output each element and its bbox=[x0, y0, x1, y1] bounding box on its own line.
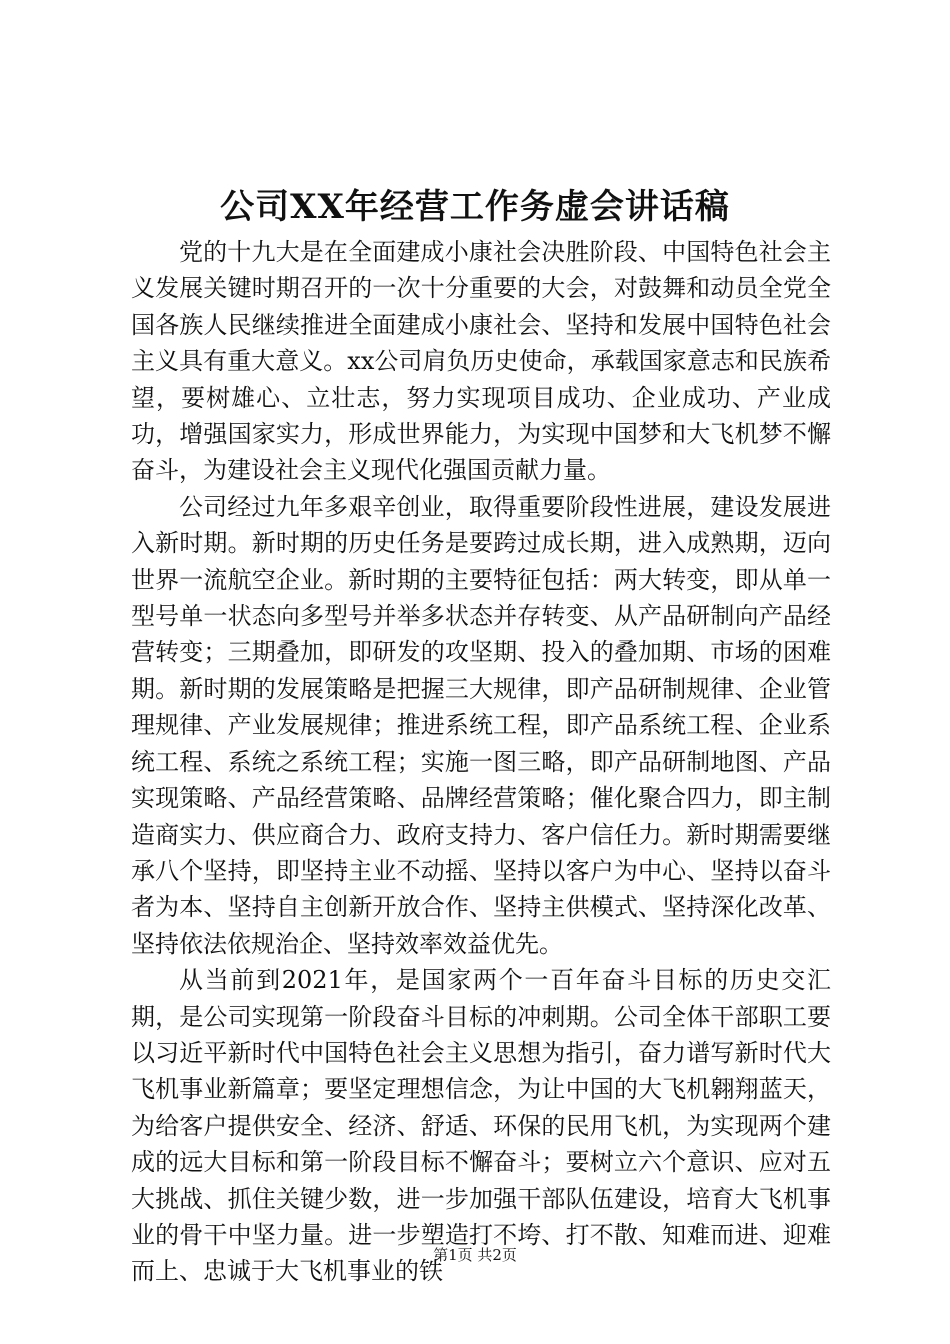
document-body bbox=[131, 234, 831, 1290]
paragraph-1: 党的十九大是在全面建成小康社会决胜阶段、中国特色社会主义发展关键时期召开的一次十分重要的大会，对鼓舞和动员全党全国各族人民继续推进全面建成小康社会、坚持和发展中国特色社会主义具有重大意义。xx公司肩负历史使命，承载国家意志和民族希望，要树雄心、立壮志，努力实现项目成功、企业成功、产业成功，增强国家实力，形成世界能力，为实现中国梦和大飞机梦不懈奋斗，为建设社会主义现代化强国贡献力量。 bbox=[131, 238, 831, 485]
page-number-footer: 第1页 共2页 bbox=[433, 1246, 517, 1264]
paragraph-3: 从当前到2021年，是国家两个一百年奋斗目标的历史交汇期，是公司实现第一阶段奋斗目标的冲刺期。公司全体干部职工要以习近平新时代中国特色社会主义思想为指引，奋力谱写新时代大飞机事业新篇章；要坚定理想信念，为让中国的大飞机翱翔蓝天，为给客户提供安全、经济、舒适、环保的民用飞机，为实现两个建成的远大目标和第一阶段目标不懈奋斗；要树立六个意识、应对五大挑战、抓住关键少数，进一步加强干部队伍建设，培育大飞机事业的骨干中坚力量。进一步塑造打不垮、打不散、知难而进、迎难而上、忠诚于大飞机事业的铁 bbox=[131, 966, 831, 1286]
document-title: 公司XX年经营工作务虚会讲话稿 bbox=[220, 187, 730, 227]
paragraph-2: 公司经过九年多艰辛创业，取得重要阶段性进展，建设发展进入新时期。新时期的历史任务是要跨过成长期，进入成熟期，迈向世界一流航空企业。新时期的主要特征包括：两大转变，即从单一型号单一状态向多型号并举多状态并存转变、从产品研制向产品经营转变；三期叠加，即研发的攻坚期、投入的叠加期、市场的困难期。新时期的发展策略是把握三大规律，即产品研制规律、企业管理规律、产业发展规律；推进系统工程，即产品系统工程、企业系统工程、系统之系统工程；实施一图三略，即产品研制地图、产品实现策略、产品经营策略、品牌经营策略；催化聚合四力，即主制造商实力、供应商合力、政府支持力、客户信任力。新时期需要继承八个坚持，即坚持主业不动摇、坚持以客户为中心、坚持以奋斗者为本、坚持自主创新开放合作、坚持主供模式、坚持深化改革、坚持依法依规治企、坚持效率效益优先。 bbox=[131, 492, 831, 958]
